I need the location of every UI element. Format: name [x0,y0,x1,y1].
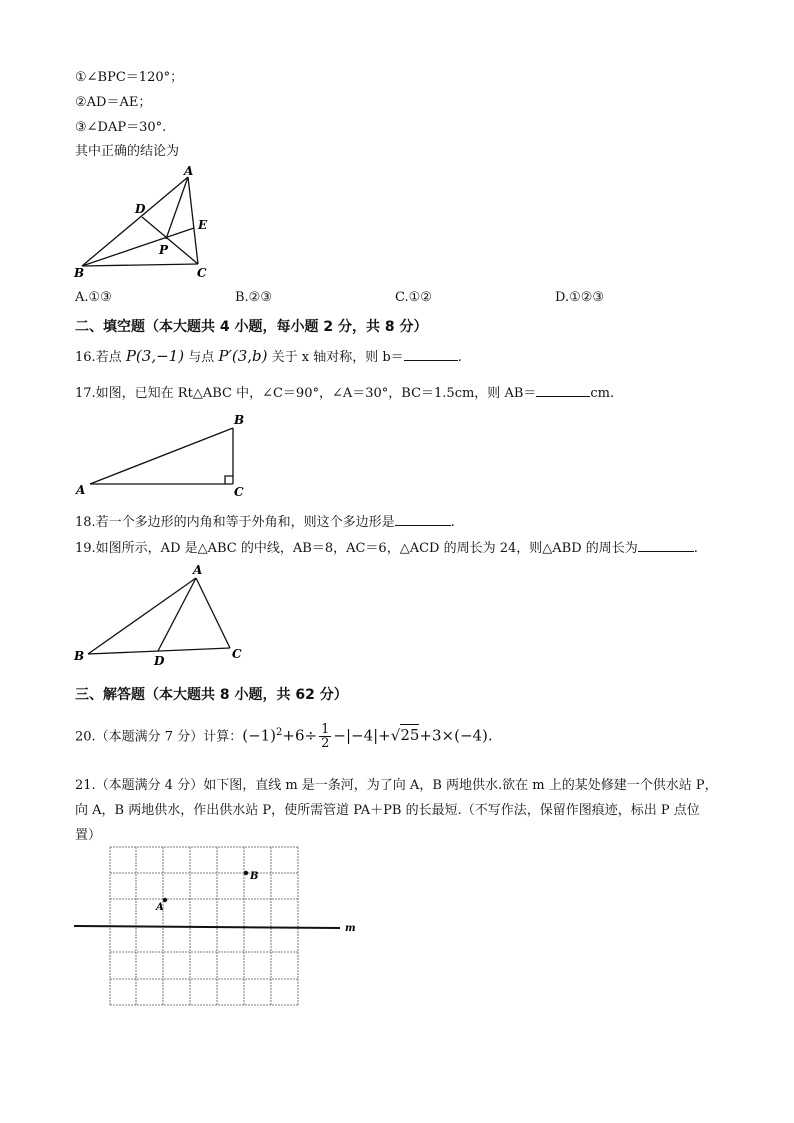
q19-label-d: D [154,654,165,668]
q15-option-b: B.②③ [235,290,272,305]
q21-river-line-m [74,926,340,928]
q20-sqrt-symbol: √ [390,726,401,745]
q17-answer-blank [536,384,590,397]
q16-end: . [457,350,462,365]
q17-label-b: B [234,413,245,427]
q17-label-a: A [76,483,86,497]
section-2-heading: 二、填空题（本大题共 4 小题，每小题 2 分，共 8 分） [75,319,428,335]
q20-fraction [319,723,331,750]
q15-triangle-figure [70,163,230,283]
q20-expr-b: +6÷ [282,726,318,745]
q15-side-bc [82,264,198,266]
q20-frac-num: 1 [321,722,330,738]
q16-text-a: 16.若点 [75,350,122,365]
q19-triangle-figure [70,562,250,672]
q15-option-d: D.①②③ [555,290,605,305]
section-3-heading: 三、解答题（本大题共 8 小题，共 62 分） [75,687,348,703]
q17-right-triangle-figure [70,408,250,500]
q19-answer-blank [638,539,694,552]
q20-sqrt-arg: 25 [400,726,420,745]
q15-label-p: P [159,243,169,257]
q17-side-ab [90,428,233,484]
q17-right-angle-mark [225,476,233,484]
q21-label-b: B [250,871,259,882]
q15-label-b: B [74,266,85,280]
q19-question: 19.如图所示，AD 是△ABC 的中线，AB＝8，AC＝6，△ACD 的周长为 24，则△ABD 的周长为 [75,541,638,556]
q19-end: . [693,541,698,556]
q19-label-c: C [232,647,242,661]
q18-text [75,511,455,530]
q15-prompt: 其中正确的结论为 [75,144,180,159]
q16-point-2: P′(3,b) [218,347,268,365]
q19-side-ac [196,578,230,648]
q16-text-c: 关于 x 轴对称，则 b＝ [271,350,404,365]
q20-frac-den: 2 [321,736,330,752]
q15-segment-cd [142,217,198,264]
q20-expr-c: −|−4|+ [333,726,391,745]
q18-answer-blank [395,513,451,526]
q21-grid-figure [70,842,360,1012]
q17-unit: cm. [590,386,615,401]
q20-expr-d: +3×(−4). [419,726,493,745]
q17-question: 17.如图，已知在 Rt△ABC 中，∠C＝90°，∠A＝30°，BC＝1.5cm，则 AB＝ [75,386,537,401]
q16-text-b: 与点 [188,350,215,365]
q16-text [75,346,462,365]
q15-label-c: C [197,266,207,280]
q19-label-a: A [193,563,203,577]
q20-prefix: 20.（本题满分 7 分）计算： [75,729,243,745]
q17-label-c: C [234,485,244,499]
q19-median-ad [158,578,196,651]
q15-label-d: D [135,202,146,216]
q19-label-b: B [74,649,85,663]
q20-text [75,720,493,750]
q21-line-3: 置） [75,828,102,843]
q15-label-e: E [198,218,208,232]
q15-item-3: ③∠DAP＝30°. [75,120,167,135]
q16-answer-blank [404,348,458,361]
q15-label-a: A [184,164,194,178]
q17-text [75,382,614,401]
q16-point-1: P(3,−1) [125,347,185,365]
q18-question: 18.若一个多边形的内角和等于外角和，则这个多边形是 [75,515,395,530]
q21-label-a: A [156,902,164,913]
q20-exponent: 2 [276,727,283,738]
q19-side-ab [88,578,196,654]
q15-item-1: ①∠BPC＝120°； [75,70,184,85]
q21-point-b [244,871,248,875]
q21-label-m: m [345,923,356,934]
q18-end: . [450,515,455,530]
q15-option-c: C.①② [395,290,432,305]
q20-expr-a: (−1) [242,726,277,745]
q15-item-2: ②AD＝AE； [75,95,152,110]
q21-line-2: 向 A，B 两地供水，作出供水站 P，使所需管道 PA＋PB 的长最短.（不写作法，保留作图痕迹，标出 P 点位 [75,803,700,818]
q15-side-ac [188,177,198,264]
q15-option-a: A.①③ [75,290,112,305]
q21-line-1: 21.（本题满分 4 分）如下图，直线 m 是一条河，为了向 A，B 两地供水.欲在 m 上的某处修建一个供水站 P， [75,778,718,793]
q19-text [75,537,698,556]
